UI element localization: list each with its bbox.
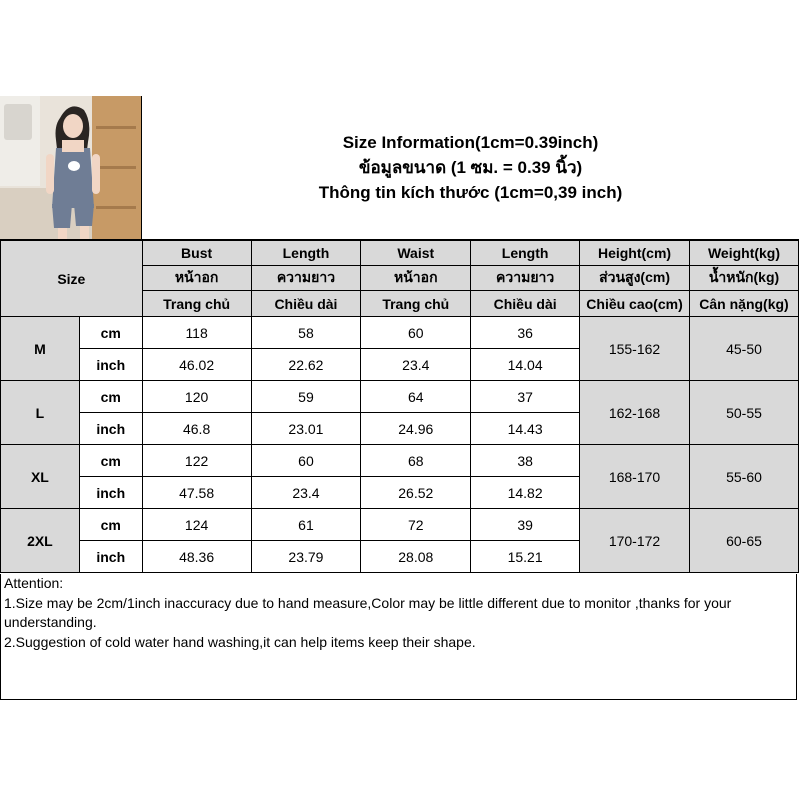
weight-m: 45-50 xyxy=(690,317,799,381)
col-header-length-2-vi: Chiều dài xyxy=(471,291,580,317)
length2-cm-l: 37 xyxy=(471,381,580,413)
bust-cm-xl: 122 xyxy=(142,445,251,477)
unit-cm: cm xyxy=(79,445,142,477)
height-l: 162-168 xyxy=(580,381,690,445)
length2-inch-l: 14.43 xyxy=(471,413,580,445)
col-header-height-th: ส่วนสูง(cm) xyxy=(580,266,690,291)
size-label-xl: XL xyxy=(1,445,80,509)
weight-2xl: 60-65 xyxy=(690,509,799,573)
col-header-bust-th: หน้าอก xyxy=(142,266,251,291)
length2-cm-xl: 38 xyxy=(471,445,580,477)
bust-inch-2xl: 48.36 xyxy=(142,541,251,573)
col-header-height-vi: Chiều cao(cm) xyxy=(580,291,690,317)
model-image xyxy=(0,96,141,239)
size-chart xyxy=(0,96,799,702)
bust-inch-xl: 47.58 xyxy=(142,477,251,509)
waist-cm-m: 60 xyxy=(361,317,471,349)
col-header-height: Height(cm) xyxy=(580,241,690,266)
length-inch-2xl: 23.79 xyxy=(251,541,361,573)
unit-inch: inch xyxy=(79,349,142,381)
col-header-waist: Waist xyxy=(361,241,471,266)
height-m: 155-162 xyxy=(580,317,690,381)
length-inch-l: 23.01 xyxy=(251,413,361,445)
bust-cm-l: 120 xyxy=(142,381,251,413)
waist-cm-xl: 68 xyxy=(361,445,471,477)
size-label-m: M xyxy=(1,317,80,381)
col-header-weight-th: น้ำหนัก(kg) xyxy=(690,266,799,291)
weight-l: 50-55 xyxy=(690,381,799,445)
col-header-waist-vi: Trang chủ xyxy=(361,291,471,317)
notes-line-1: 1.Size may be 2cm/1inch inaccuracy due to hand measure,Color may be little different due to monitor ,thanks for your understanding. xyxy=(4,594,732,630)
col-header-bust: Bust xyxy=(142,241,251,266)
unit-inch: inch xyxy=(79,477,142,509)
size-header: Size xyxy=(1,241,143,317)
col-header-length: Length xyxy=(251,241,361,266)
waist-inch-2xl: 28.08 xyxy=(361,541,471,573)
title-english: Size Information(1cm=0.39inch) xyxy=(342,133,599,152)
col-header-bust-vi: Trang chủ xyxy=(142,291,251,317)
waist-cm-l: 64 xyxy=(361,381,471,413)
size-table xyxy=(0,240,799,573)
unit-cm: cm xyxy=(79,317,142,349)
col-header-length-2: Length xyxy=(471,241,580,266)
size-label-2xl: 2XL xyxy=(1,509,80,573)
size-label-l: L xyxy=(1,381,80,445)
height-2xl: 170-172 xyxy=(580,509,690,573)
col-header-length-vi: Chiều dài xyxy=(251,291,361,317)
length-cm-2xl: 61 xyxy=(251,509,361,541)
length-cm-xl: 60 xyxy=(251,445,361,477)
notes-heading: Attention: xyxy=(4,575,64,591)
length2-inch-xl: 14.82 xyxy=(471,477,580,509)
length-inch-xl: 23.4 xyxy=(251,477,361,509)
bust-inch-l: 46.8 xyxy=(142,413,251,445)
length2-cm-2xl: 39 xyxy=(471,509,580,541)
waist-inch-xl: 26.52 xyxy=(361,477,471,509)
unit-inch: inch xyxy=(79,413,142,445)
title-block xyxy=(142,96,799,240)
bust-inch-m: 46.02 xyxy=(142,349,251,381)
title-vietnamese: Thông tin kích thước (1cm=0,39 inch) xyxy=(318,183,623,202)
length2-cm-m: 36 xyxy=(471,317,580,349)
notes-line-2: 2.Suggestion of cold water hand washing,it can help items keep their shape. xyxy=(4,633,476,650)
unit-cm: cm xyxy=(79,509,142,541)
bust-cm-2xl: 124 xyxy=(142,509,251,541)
attention-notes xyxy=(0,574,797,700)
product-photo xyxy=(0,96,142,240)
title-thai: ข้อมูลขนาด (1 ซม. = 0.39 นิ้ว) xyxy=(358,158,583,177)
length2-inch-2xl: 15.21 xyxy=(471,541,580,573)
length-cm-l: 59 xyxy=(251,381,361,413)
waist-inch-l: 24.96 xyxy=(361,413,471,445)
col-header-weight: Weight(kg) xyxy=(690,241,799,266)
bust-cm-m: 118 xyxy=(142,317,251,349)
col-header-weight-vi: Cân nặng(kg) xyxy=(690,291,799,317)
col-header-waist-th: หน้าอก xyxy=(361,266,471,291)
col-header-length-th: ความยาว xyxy=(251,266,361,291)
waist-inch-m: 23.4 xyxy=(361,349,471,381)
length2-inch-m: 14.04 xyxy=(471,349,580,381)
height-xl: 168-170 xyxy=(580,445,690,509)
length-inch-m: 22.62 xyxy=(251,349,361,381)
unit-inch: inch xyxy=(79,541,142,573)
col-header-length-2-th: ความยาว xyxy=(471,266,580,291)
waist-cm-2xl: 72 xyxy=(361,509,471,541)
weight-xl: 55-60 xyxy=(690,445,799,509)
length-cm-m: 58 xyxy=(251,317,361,349)
unit-cm: cm xyxy=(79,381,142,413)
